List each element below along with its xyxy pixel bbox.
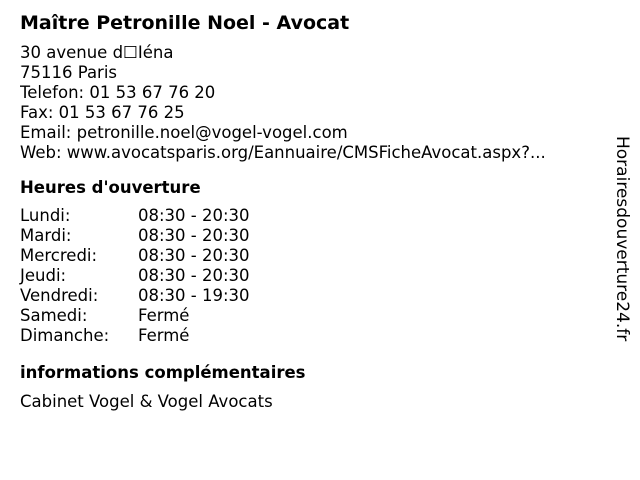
hours-row-monday: [20, 206, 600, 226]
day-label: Mardi:: [20, 226, 72, 245]
day-hours: 08:30 - 20:30: [138, 266, 250, 285]
day-label: Samedi:: [20, 306, 88, 325]
web-line: [20, 143, 600, 163]
address-street: 30 avenue d☐Iéna: [20, 43, 174, 62]
day-hours: Fermé: [138, 306, 190, 325]
email-link[interactable]: petronille.noel@vogel-vogel.com: [76, 123, 348, 142]
hours-row-friday: [20, 286, 600, 306]
contact-block: [20, 43, 600, 163]
day-label: Vendredi:: [20, 286, 99, 305]
address-city: 75116 Paris: [20, 63, 118, 82]
hours-row-tuesday: [20, 226, 600, 246]
opening-hours-heading: Heures d'ouverture: [20, 178, 201, 197]
phone-label: Telefon:: [20, 83, 85, 102]
web-label: Web:: [20, 143, 62, 162]
web-link[interactable]: www.avocatsparis.org/Eannuaire/CMSFicheAvocat.aspx?...: [66, 143, 546, 162]
day-label: Lundi:: [20, 206, 71, 225]
fax-label: Fax:: [20, 103, 54, 122]
email-line: [20, 123, 600, 143]
page-title: Maître Petronille Noel - Avocat: [20, 12, 350, 34]
additional-info-heading: informations complémentaires: [20, 363, 306, 382]
day-label: Mercredi:: [20, 246, 98, 265]
email-label: Email:: [20, 123, 72, 142]
opening-hours-list: [20, 206, 600, 346]
fax-number: 01 53 67 76 25: [58, 103, 185, 122]
day-hours: 08:30 - 19:30: [138, 286, 250, 305]
side-brand-watermark: Horairesdouverture24.fr: [612, 136, 632, 342]
hours-row-sunday: [20, 326, 600, 346]
day-label: Jeudi:: [20, 266, 67, 285]
day-hours: 08:30 - 20:30: [138, 226, 250, 245]
hours-row-wednesday: [20, 246, 600, 266]
fax-line: [20, 103, 600, 123]
phone-line: [20, 83, 600, 103]
day-hours: Fermé: [138, 326, 190, 345]
additional-info-text: Cabinet Vogel & Vogel Avocats: [20, 392, 273, 411]
day-label: Dimanche:: [20, 326, 110, 345]
hours-row-saturday: [20, 306, 600, 326]
hours-row-thursday: [20, 266, 600, 286]
phone-number[interactable]: 01 53 67 76 20: [89, 83, 216, 102]
business-card: [20, 10, 600, 412]
day-hours: 08:30 - 20:30: [138, 246, 250, 265]
day-hours: 08:30 - 20:30: [138, 206, 250, 225]
